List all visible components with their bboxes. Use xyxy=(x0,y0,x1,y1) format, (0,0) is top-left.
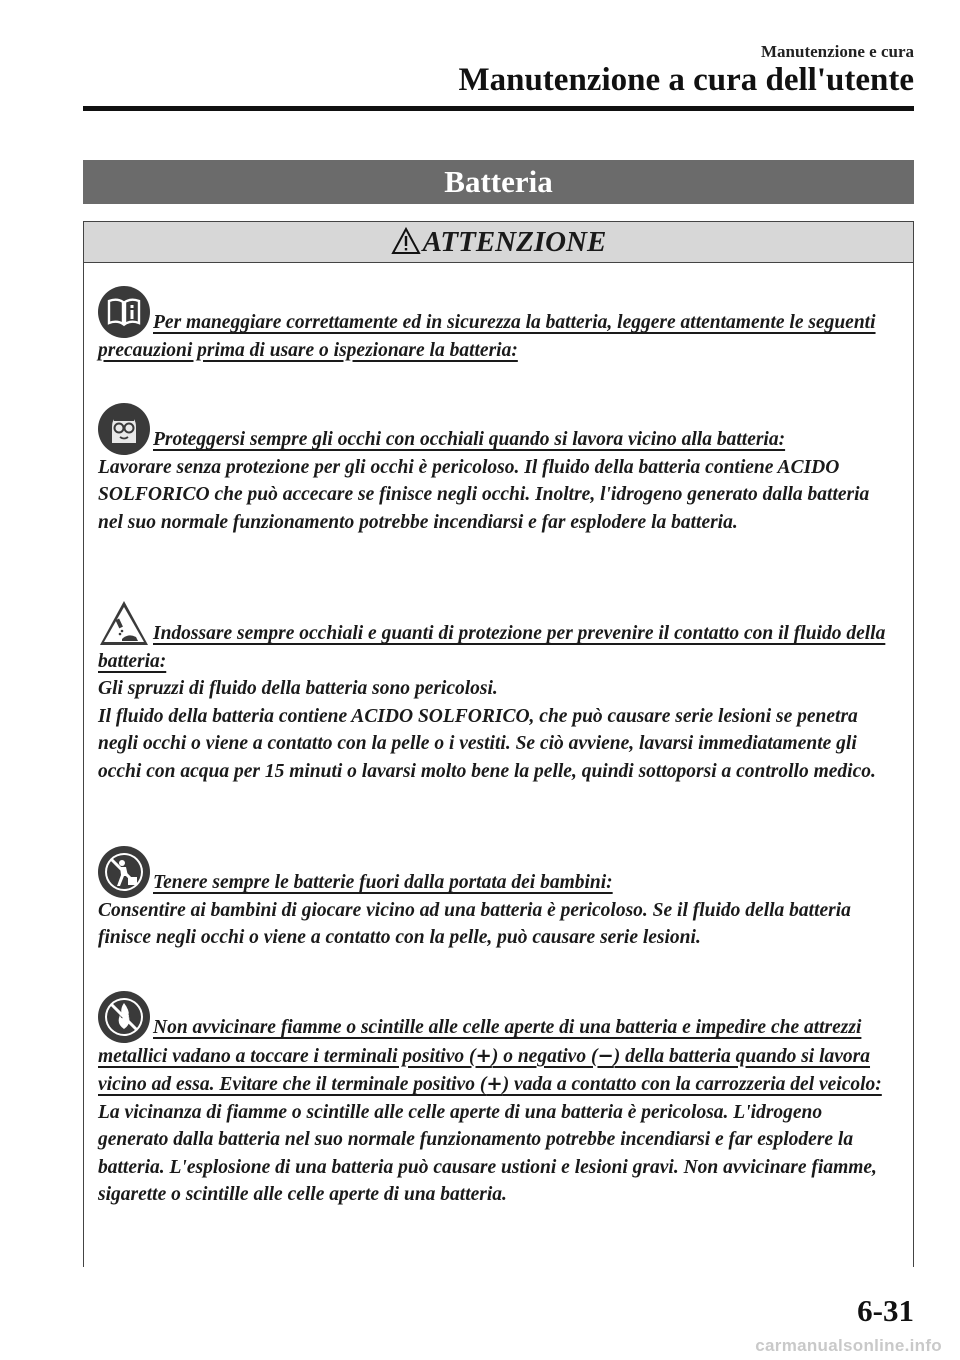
warning-triangle-icon xyxy=(391,227,421,255)
page-title: Manutenzione a cura dell'utente xyxy=(458,62,914,98)
section-title: Batteria xyxy=(83,160,914,204)
item-heading: Non avvicinare fiamme o scintille alle celle aperte di una batteria e impedire che attrezzi metallici vadano a toccare i terminali positivo (+) o negativo (−) della batteria quando si lavora vicino ad essa. Evitare che il terminale positivo (+) vada a contatto con la carrozzeria del veicolo: xyxy=(98,1017,882,1095)
no-flames-icon xyxy=(98,991,150,1043)
warning-item-acid xyxy=(98,591,897,785)
plus-sign: + xyxy=(475,1043,492,1067)
item-body: Lavorare senza protezione per gli occhi è pericoloso. Il fluido della batteria contiene ACIDO SOLFORICO che può accecare se finisce negli occhi. Inoltre, l'idrogeno generato dalla batteria nel suo normale funzionamento potrebbe incendiarsi e far esplodere la batteria. xyxy=(98,456,870,533)
item-body: Consentire ai bambini di giocare vicino ad una batteria è pericoloso. Se il fluido della batteria finisce negli occhi o viene a contatto con la pelle, può causare serie lesioni. xyxy=(98,899,851,948)
keep-away-from-children-icon xyxy=(98,846,150,898)
warning-item-goggles xyxy=(98,397,897,536)
safety-goggles-icon xyxy=(98,403,150,455)
corrosive-acid-icon xyxy=(98,597,150,649)
header-rule xyxy=(83,106,914,111)
warning-header xyxy=(84,222,913,263)
item-body: Gli spruzzi di fluido della batteria sono pericolosi. Il fluido della batteria contiene ACIDO SOLFORICO, che può causare serie lesioni se penetra negli occhi o viene a contatto con la pelle o i vestiti. Se ciò avviene, lavarsi immediatamente gli occhi con acqua per 15 minuti o lavarsi molto bene la pelle, quindi sottoporsi a controllo medico. xyxy=(98,678,876,782)
warning-item-children xyxy=(98,840,897,952)
manual-book-icon xyxy=(98,286,150,338)
warning-title: ATTENZIONE xyxy=(422,226,607,258)
intro-text: Per maneggiare correttamente ed in sicurezza la batteria, leggere attentamente le seguenti precauzioni prima di usare o ispezionare la batteria: xyxy=(98,312,876,361)
minus-sign: − xyxy=(597,1043,614,1067)
chapter-label: Manutenzione e cura xyxy=(761,42,914,61)
item-heading: Tenere sempre le batterie fuori dalla portata dei bambini: xyxy=(153,872,613,893)
item-heading: Proteggersi sempre gli occhi con occhiali quando si lavora vicino alla batteria: xyxy=(153,429,786,450)
warning-intro xyxy=(98,280,897,364)
warning-item-flames xyxy=(98,985,897,1209)
plus-sign: + xyxy=(486,1072,503,1095)
page-number: 6-31 xyxy=(857,1293,914,1328)
item-body: La vicinanza di fiamme o scintille alle celle aperte di una batteria è pericolosa. L'idrogeno generato dalla batteria nel suo normale funzionamento potrebbe incendiarsi e far esplodere la batteria. L'esplosione di una batteria può causare ustioni e lesioni gravi. Non avvicinare fiamme, sigarette o scintille alle celle aperte di una batteria. xyxy=(98,1101,877,1205)
warning-box xyxy=(83,221,914,1267)
watermark: carmanualsonline.info xyxy=(755,1336,942,1355)
item-heading: Indossare sempre occhiali e guanti di protezione per prevenire il contatto con il fluido della batteria: xyxy=(98,623,886,672)
